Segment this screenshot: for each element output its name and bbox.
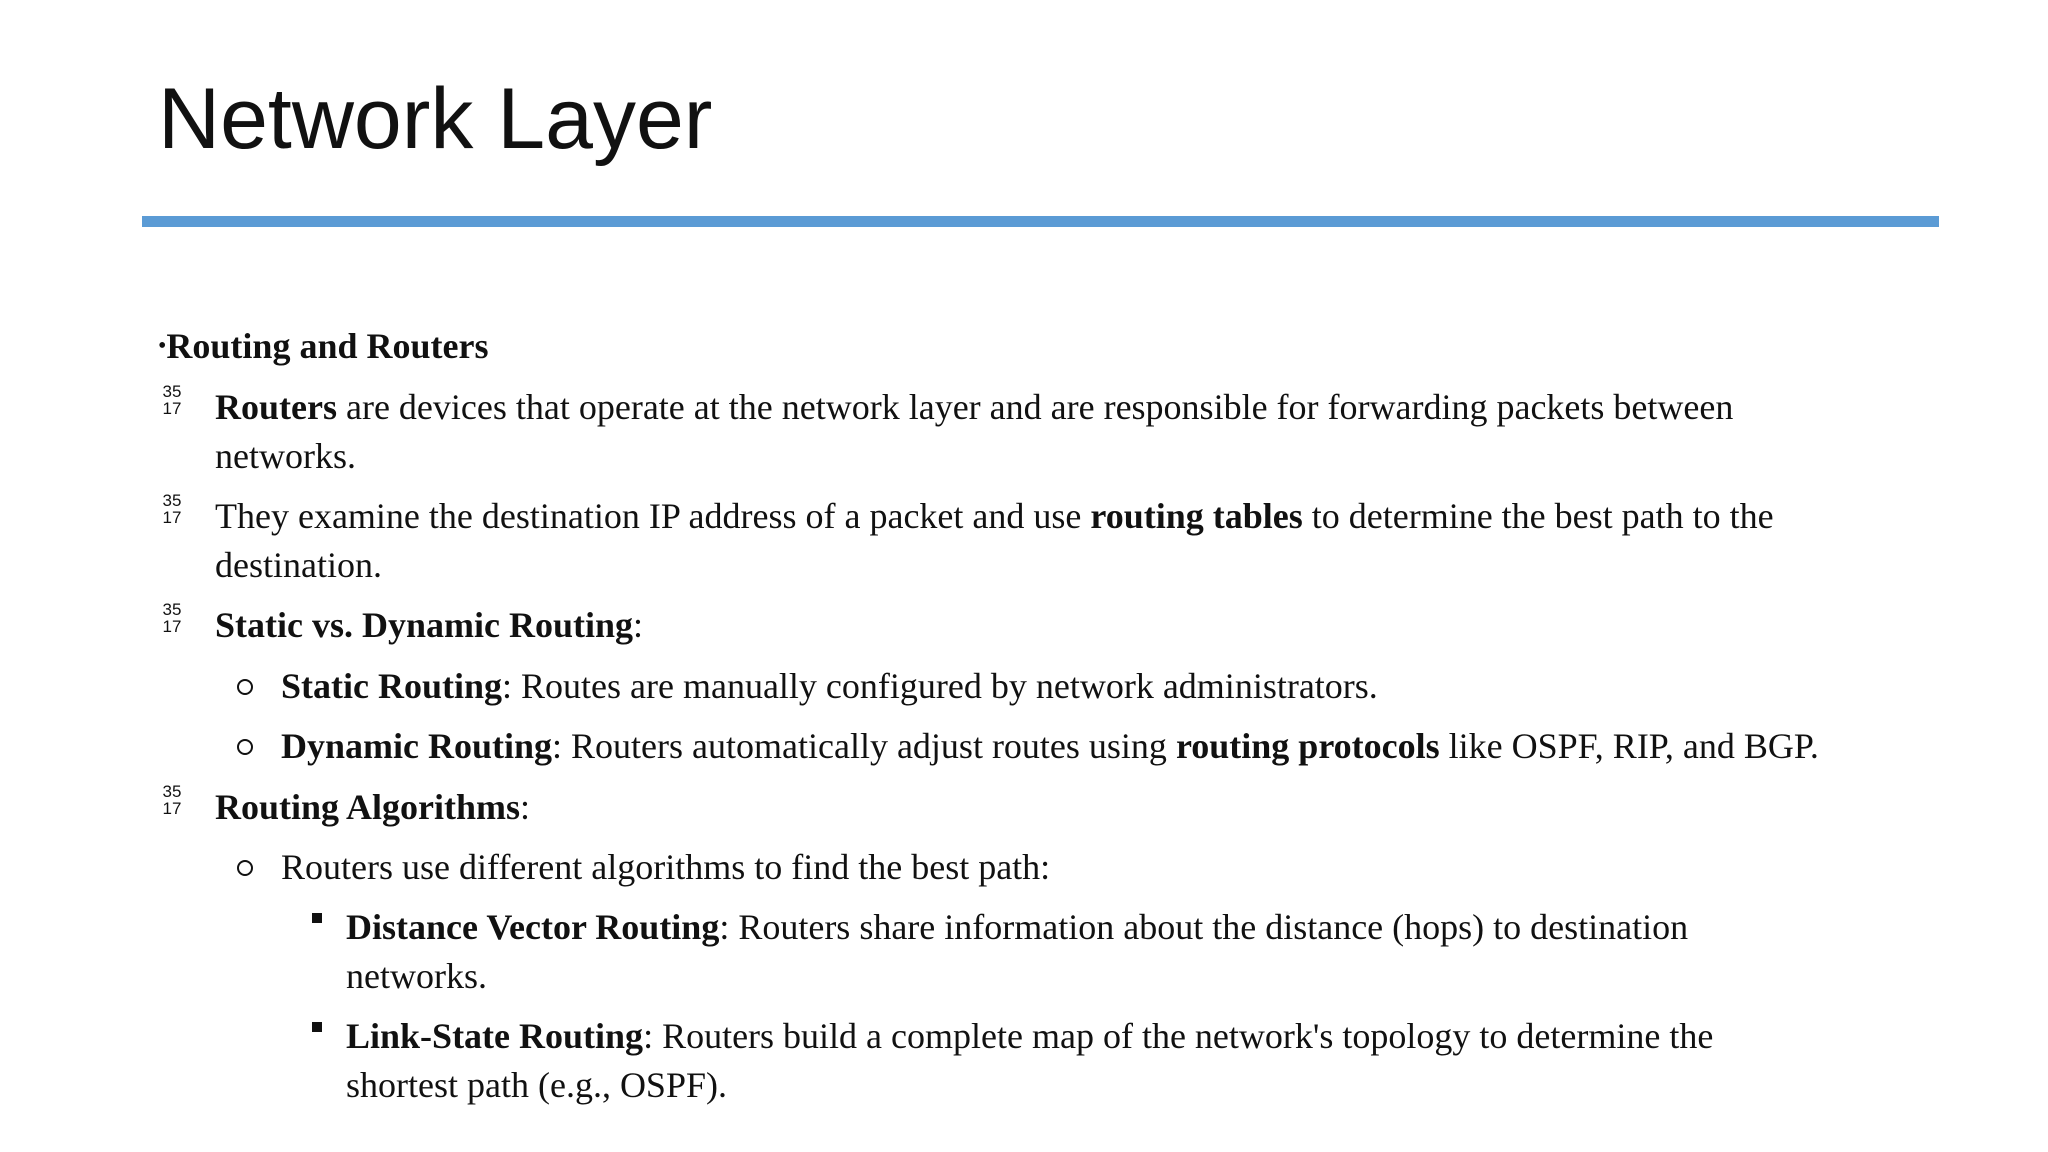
leaf-2-text: : Routers build a complete map of the network's topology to determine the [643,1016,1714,1056]
item-4-sub: Routers use different algorithms to find the best path: [281,847,1051,887]
marker-bottom: 17 [162,799,182,818]
circle-bullet-icon [237,860,253,876]
item-1-line-2: networks. [215,436,356,476]
sub-2-rest: like OSPF, RIP, and BGP. [1439,726,1819,766]
item-3-sub-2 [281,722,1819,770]
marker-top: 35 [162,491,182,510]
item-3-sub-1 [281,662,1378,710]
item-2-line-1 [215,492,1774,540]
item-2-text-b: to determine the best path to the [1302,496,1774,536]
bullet-marker [158,601,186,635]
marker-bottom: 17 [162,399,182,418]
bullet-marker [158,783,186,817]
bullet-marker [158,383,186,417]
sub-2-mid: : Routers automatically adjust routes using [552,726,1176,766]
circle-bullet-icon [237,739,253,755]
title-divider [142,216,1939,227]
sub-1-text: : Routes are manually configured by network administrators. [502,666,1378,706]
sub-2-bold: Dynamic Routing [281,726,553,766]
item-1-bold: Routers [215,387,337,427]
leaf-2-line-1 [346,1012,1713,1060]
item-3-bold: Static vs. Dynamic Routing [215,605,634,645]
leaf-1-text: : Routers share information about the distance (hops) to destination [719,907,1689,947]
sub-1-bold: Static Routing [281,666,503,706]
marker-top: 35 [162,782,182,801]
heading-line [158,322,488,370]
square-bullet-icon [312,913,322,923]
item-2-text-a: They examine the destination IP address of a packet and use [215,496,1091,536]
item-2-line-2: destination. [215,545,382,585]
leaf-2-line-2: shortest path (e.g., OSPF). [346,1065,727,1105]
item-1-line-1 [215,383,1733,431]
item-3-line [215,601,643,649]
item-4-line [215,783,530,831]
heading-bullet: • [158,333,167,359]
heading-text: Routing and Routers [166,326,489,366]
leaf-1-line-2: networks. [346,956,487,996]
item-4-bold: Routing Algorithms [215,787,521,827]
marker-bottom: 17 [162,508,182,527]
item-4-rest: : [520,787,531,827]
marker-top: 35 [162,382,182,401]
slide-title: Network Layer [158,71,713,167]
item-1-text: are devices that operate at the network layer and are responsible for forwarding packets between [336,387,1734,427]
leaf-1-line-1 [346,903,1688,951]
bullet-marker [158,492,186,526]
sub-2-bold-2: routing protocols [1175,726,1440,766]
marker-top: 35 [162,600,182,619]
leaf-2-bold: Link-State Routing [346,1016,644,1056]
item-2-bold: routing tables [1090,496,1303,536]
item-3-rest: : [633,605,644,645]
marker-bottom: 17 [162,617,182,636]
square-bullet-icon [312,1022,322,1032]
leaf-1-bold: Distance Vector Routing [346,907,720,947]
circle-bullet-icon [237,679,253,695]
